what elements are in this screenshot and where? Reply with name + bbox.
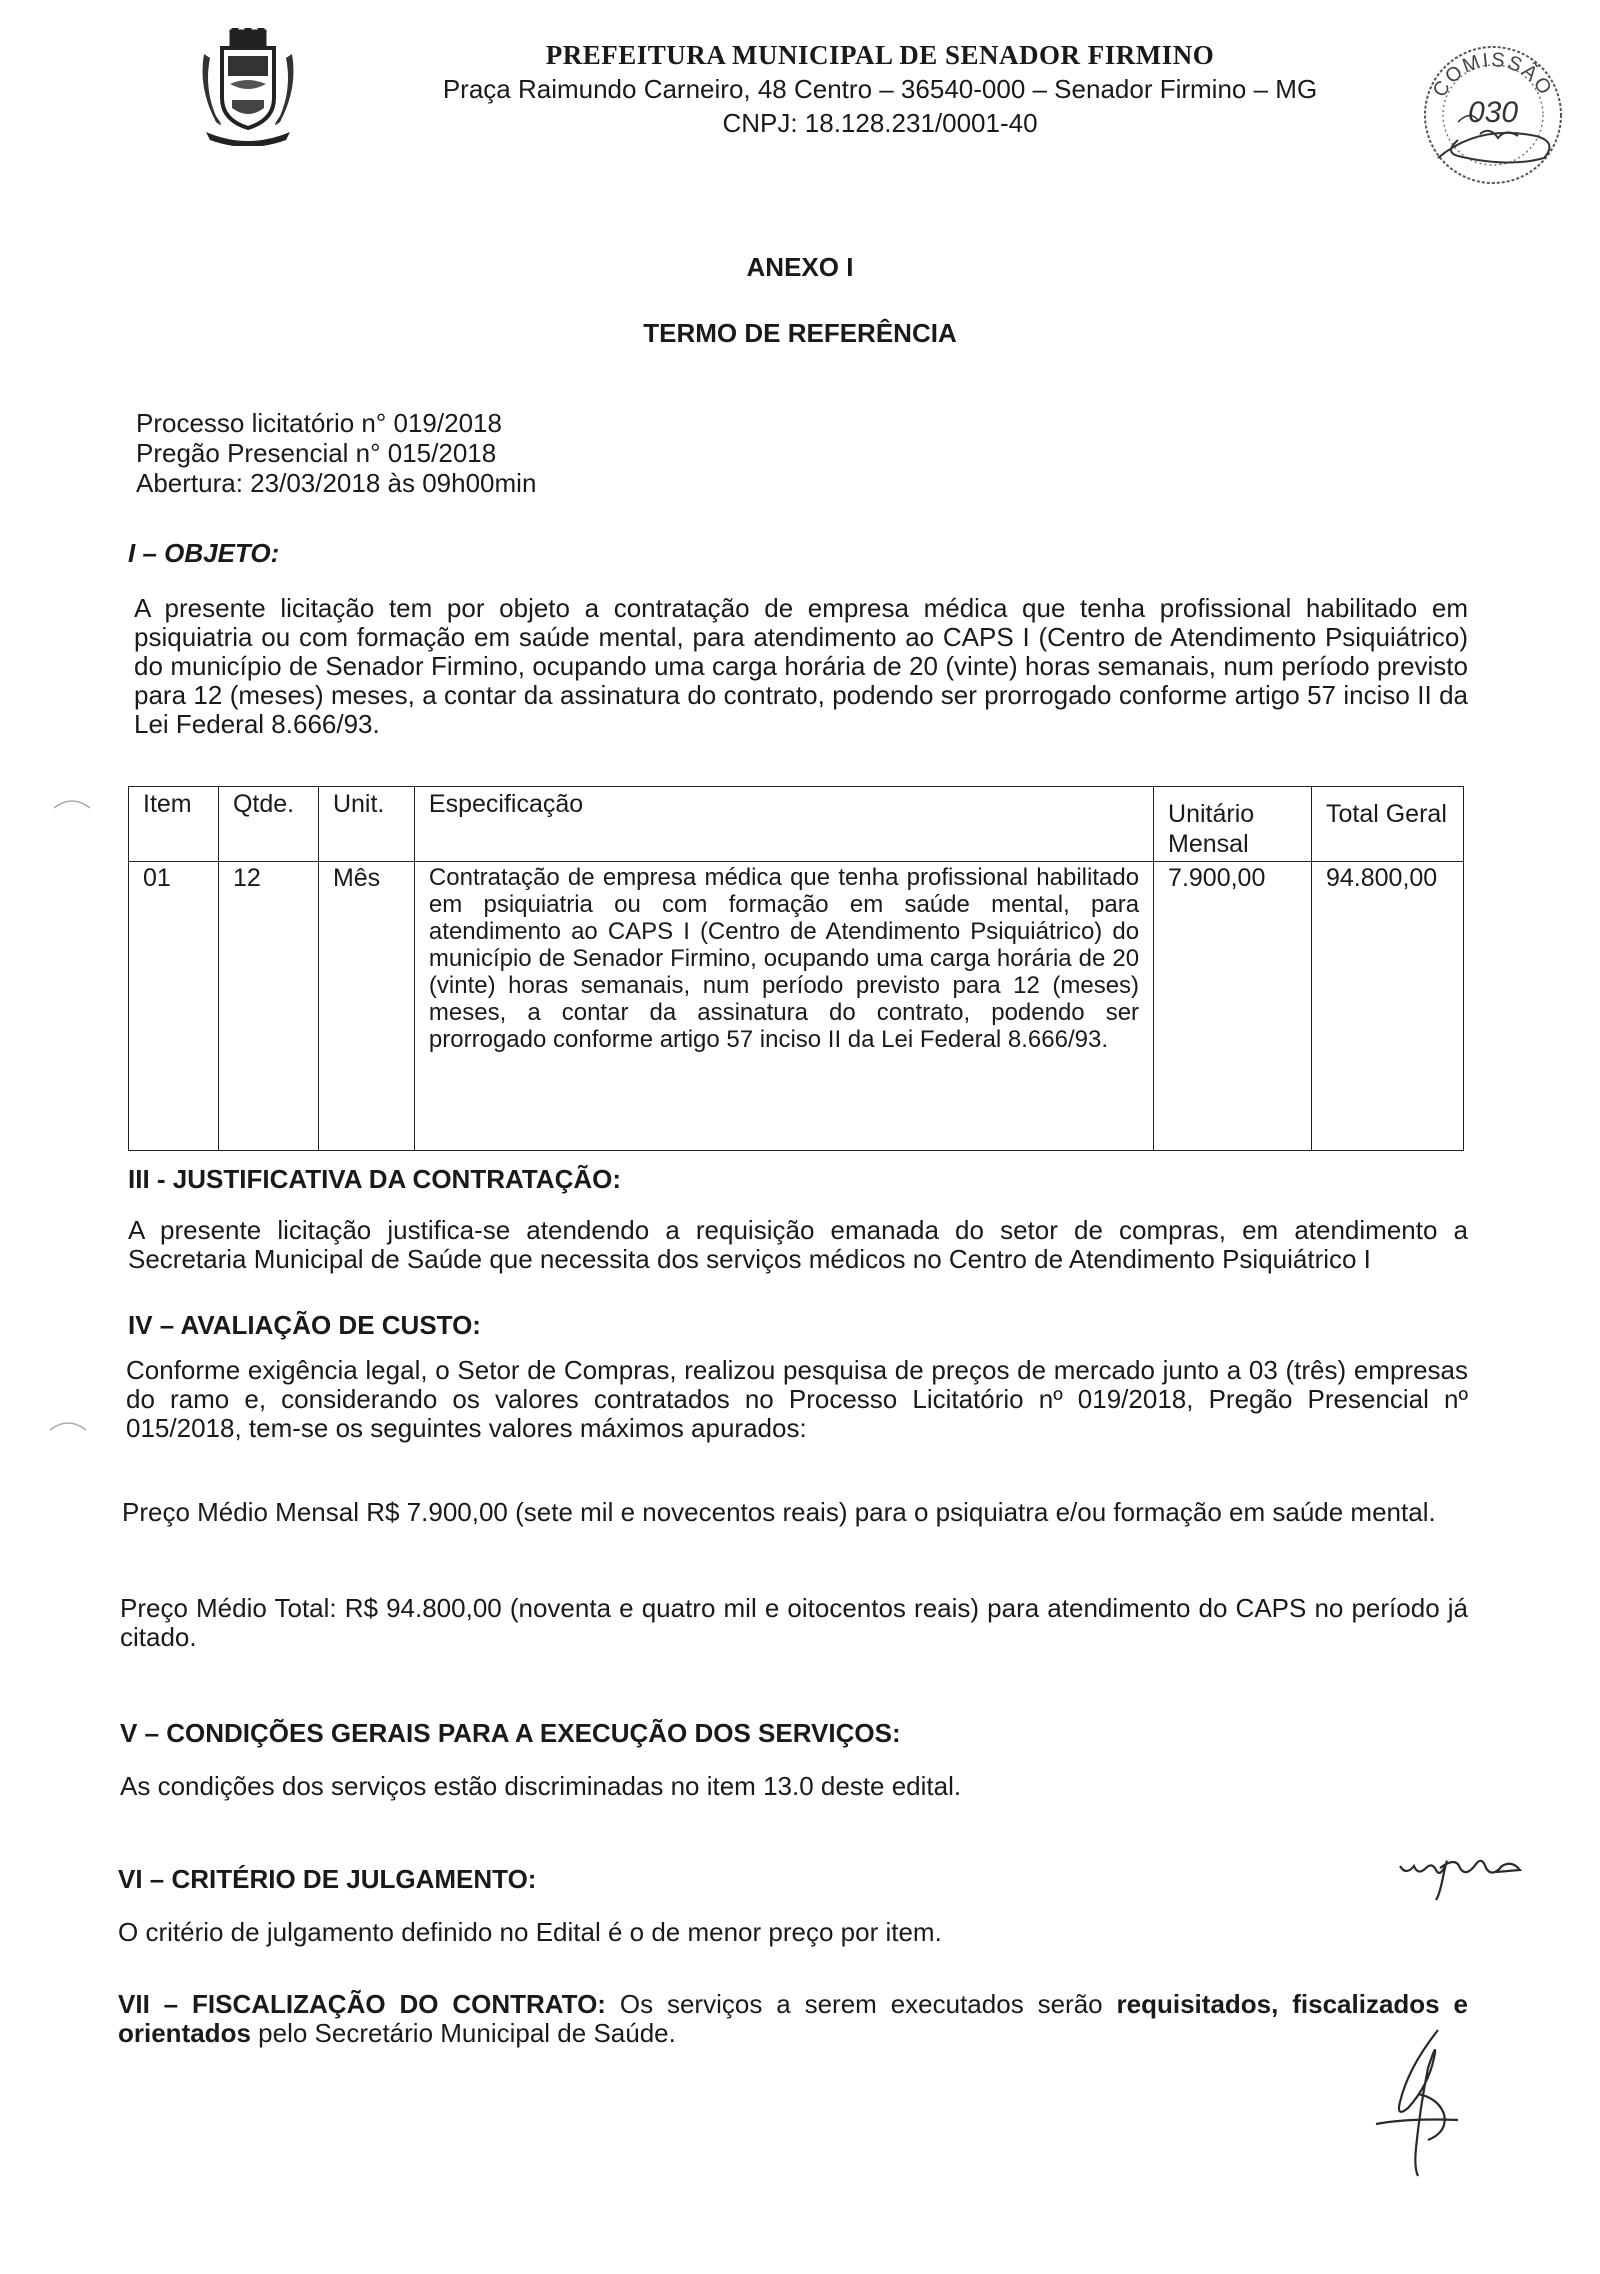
section-fiscalizacao-heading: VII – FISCALIZAÇÃO DO CONTRATO: xyxy=(118,1989,606,2019)
punch-mark xyxy=(52,792,92,812)
section-custo-heading: IV – AVALIAÇÃO DE CUSTO: xyxy=(128,1310,481,1340)
cell-qtde: 12 xyxy=(218,862,318,1151)
section-criterio-heading: VI – CRITÉRIO DE JULGAMENTO: xyxy=(118,1864,537,1894)
section-fiscalizacao-text-bold: requisitados, fiscalizados e orientados xyxy=(118,1989,1468,2048)
section-justificativa-text: A presente licitação justifica-se atendendo a requisição emanada do setor de compras, em atendimento a Secretaria Municipal de Saúde que necessita dos serviços médicos no Centro de Atendimento Psiquiátrico I xyxy=(128,1215,1468,1274)
price-monthly: Preço Médio Mensal R$ 7.900,00 (sete mil e novecentos reais) para o psiquiatra e/ou formação em saúde mental. xyxy=(122,1497,1436,1527)
handwritten-initials xyxy=(1396,1842,1526,1902)
committee-stamp xyxy=(1418,40,1568,190)
col-header-spec: Especificação xyxy=(414,787,1153,862)
section-fiscalizacao-text-b: pelo Secretário Municipal de Saúde. xyxy=(250,2018,676,2048)
annex-title: ANEXO I xyxy=(746,252,854,282)
section-fiscalizacao xyxy=(118,1990,1468,2048)
cell-unit: Mês xyxy=(318,862,414,1151)
table-header-row xyxy=(129,787,1464,862)
document-title: TERMO DE REFERÊNCIA xyxy=(643,318,957,348)
section-justificativa-heading: III - JUSTIFICATIVA DA CONTRATAÇÃO: xyxy=(128,1164,621,1194)
cell-unit-price: 7.900,00 xyxy=(1154,862,1312,1151)
table-row xyxy=(129,862,1464,1151)
items-table xyxy=(128,786,1464,1151)
section-custo-text: Conforme exigência legal, o Setor de Compras, realizou pesquisa de preços de mercado junto a 03 (três) empresas do ramo e, considerando os valores contratados no Processo Licitatório nº 019/2018, Pregão Presencial nº 015/2018, tem-se os seguintes valores máximos apurados: xyxy=(126,1355,1468,1443)
punch-mark xyxy=(48,1414,88,1434)
section-objeto-heading: I – OBJETO: xyxy=(128,538,280,568)
col-header-total: Total Geral xyxy=(1311,787,1463,862)
municipality-name: PREFEITURA MUNICIPAL DE SENADOR FIRMINO xyxy=(545,40,1215,70)
section-fiscalizacao-text-a: Os serviços a serem executados serão xyxy=(605,1989,1117,2019)
col-header-item: Item xyxy=(129,787,219,862)
opening-date: Abertura: 23/03/2018 às 09h00min xyxy=(136,468,537,498)
cell-spec: Contratação de empresa médica que tenha profissional habilitado em psiquiatria ou com formação em saúde mental, para atendimento ao CAPS I (Centro de Atendimento Psiquiátrico) do município de Senador Firmino, ocupando uma carga horária de 20 (vinte) horas semanais, num período previsto para 12 (meses) meses, a contar da assinatura do contrato, podendo ser prorrogado conforme artigo 57 inciso II da Lei Federal 8.666/93. xyxy=(414,862,1153,1151)
stamp-number: 030 xyxy=(1467,96,1519,129)
handwritten-signature xyxy=(1368,2028,1468,2178)
process-number: Processo licitatório n° 019/2018 xyxy=(136,408,502,438)
process-info xyxy=(136,408,536,498)
municipality-address: Praça Raimundo Carneiro, 48 Centro – 36540-000 – Senador Firmino – MG xyxy=(442,74,1318,104)
cell-total: 94.800,00 xyxy=(1311,862,1463,1151)
col-header-unit: Unit. xyxy=(318,787,414,862)
auction-number: Pregão Presencial n° 015/2018 xyxy=(136,438,497,468)
section-condicoes-text: As condições dos serviços estão discriminadas no item 13.0 deste edital. xyxy=(120,1771,962,1801)
letterhead xyxy=(380,38,1380,140)
municipal-crest-logo xyxy=(196,28,300,146)
section-criterio-text: O critério de julgamento definido no Edital é o de menor preço por item. xyxy=(118,1917,942,1947)
section-condicoes-heading: V – CONDIÇÕES GERAIS PARA A EXECUÇÃO DOS SERVIÇOS: xyxy=(120,1718,901,1748)
cell-item: 01 xyxy=(129,862,219,1151)
price-total: Preço Médio Total: R$ 94.800,00 (noventa e quatro mil e oitocentos reais) para atendimento do CAPS no período já citado. xyxy=(120,1593,1468,1652)
col-header-qtde: Qtde. xyxy=(218,787,318,862)
stamp-text: COMISSÃO xyxy=(1428,48,1557,102)
section-objeto-text: A presente licitação tem por objeto a contratação de empresa médica que tenha profissional habilitado em psiquiatria ou com formação em saúde mental, para atendimento ao CAPS I (Centro de Atendimento Psiquiátrico) do município de Senador Firmino, ocupando uma carga horária de 20 (vinte) horas semanais, num período previsto para 12 (meses) meses, a contar da assinatura do contrato, podendo ser prorrogado conforme artigo 57 inciso II da Lei Federal 8.666/93. xyxy=(134,593,1468,739)
svg-text:COMISSÃO xyxy=(1429,49,1557,101)
col-header-unit-price: Unitário Mensal xyxy=(1154,787,1312,862)
municipality-cnpj: CNPJ: 18.128.231/0001-40 xyxy=(722,108,1038,138)
